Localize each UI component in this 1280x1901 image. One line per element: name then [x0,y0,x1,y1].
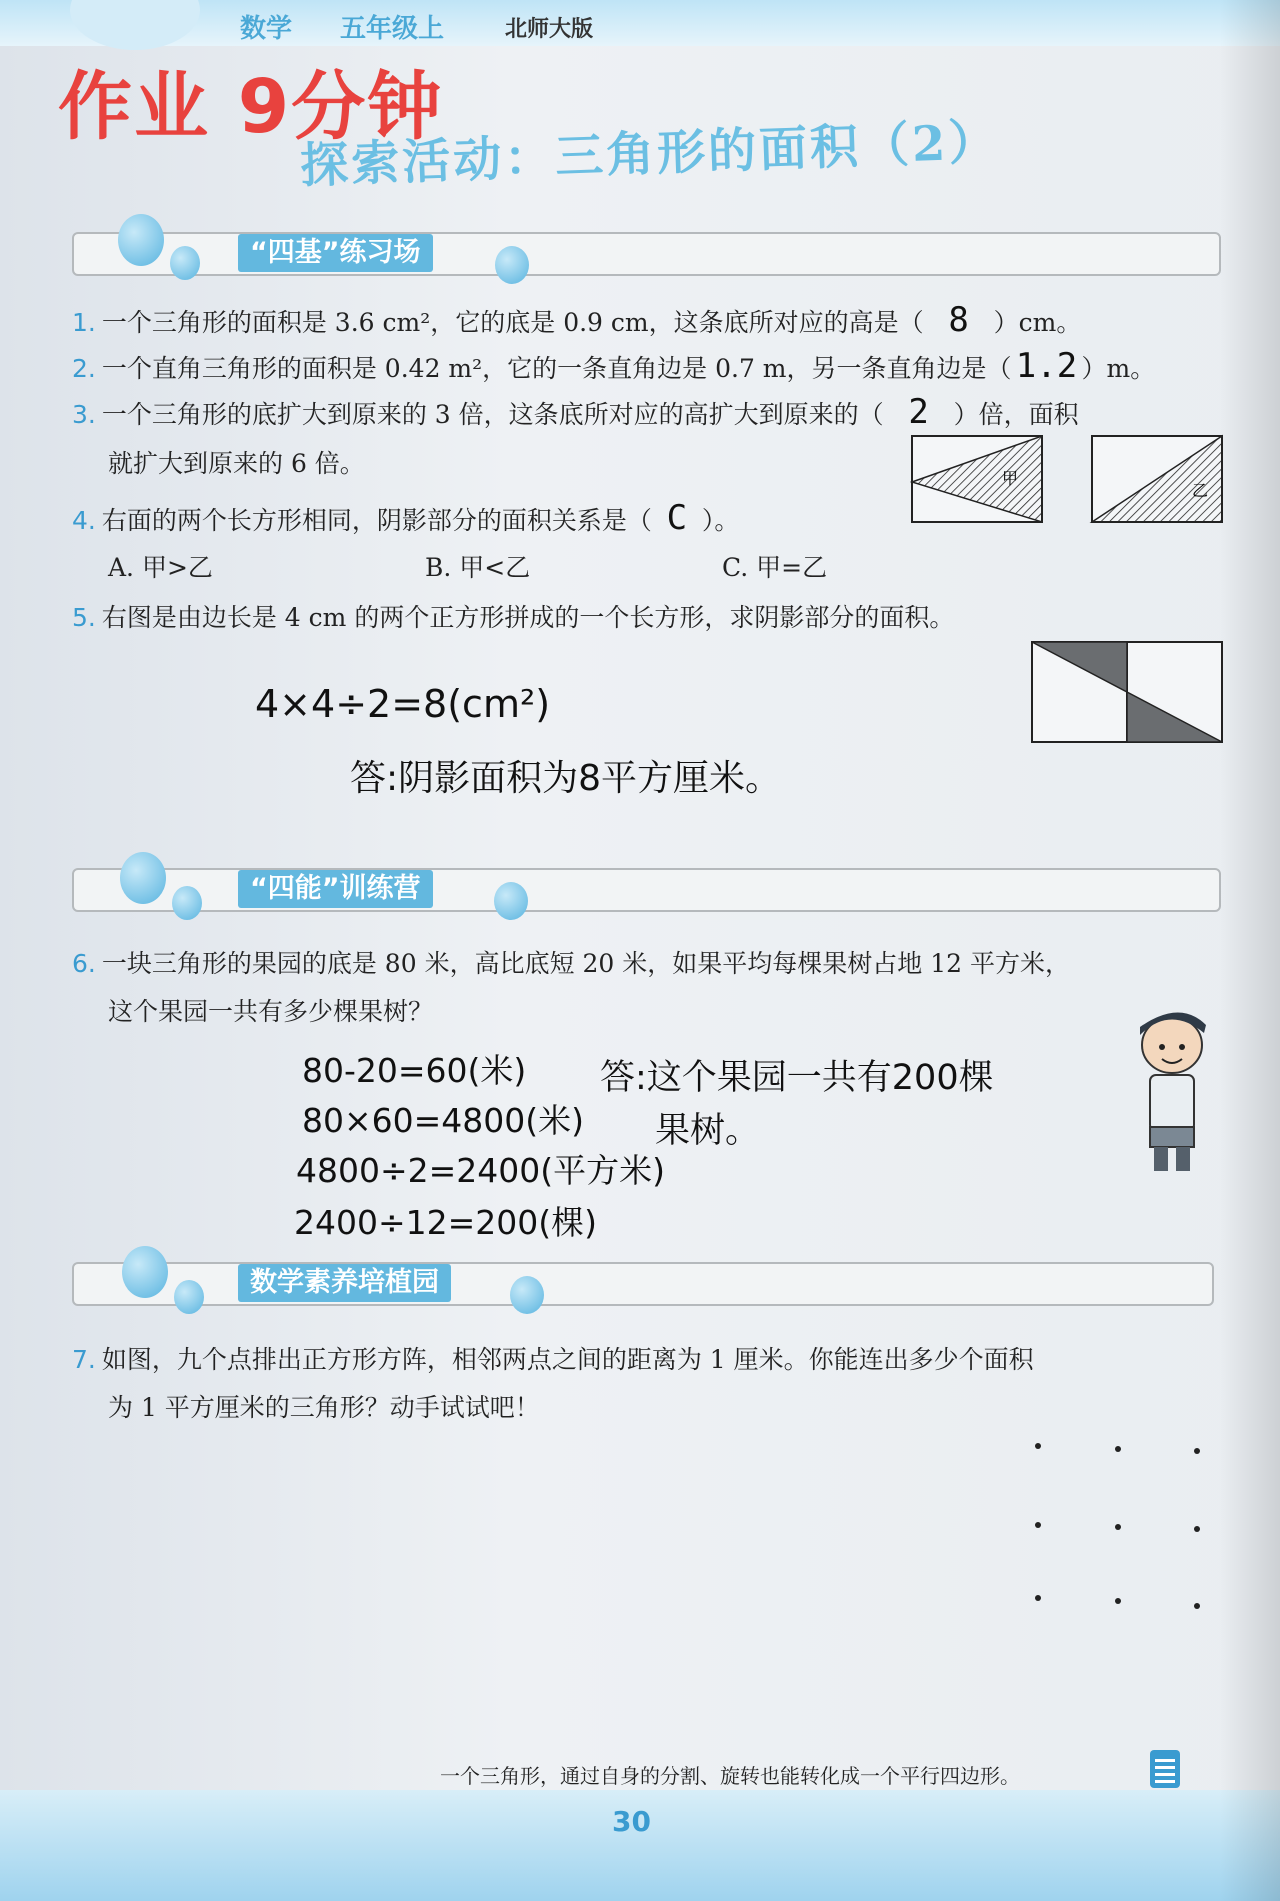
question-text: 一个三角形的底扩大到原来的 3 倍，这条底所对应的高扩大到原来的（ [101,400,884,429]
homework-time-label: 作业 9分钟 [58,64,444,150]
question-text: 右面的两个长方形相同，阴影部分的面积关系是（ [101,506,652,535]
balloon-icon [174,1280,204,1314]
grid-dot [1194,1448,1200,1454]
question-number: 5. [72,603,96,632]
question-6-line2: 这个果园一共有多少棵果树？ [108,997,434,1026]
grid-dot [1115,1446,1121,1452]
balloon-icon [118,214,164,266]
figure-label-jia: 甲 [1002,469,1019,488]
question-text: 一个三角形的面积是 3.6 cm²，它的底是 0.9 cm，这条底所对应的高是（ [101,308,924,337]
question-number: 7. [72,1345,96,1374]
header-grade: 五年级上 [340,14,445,44]
section-title-siji: “四基”练习场 [238,234,433,272]
question-3 [72,394,1079,433]
option-b[interactable]: B. 甲<乙 [425,553,531,582]
header-publisher: 北师大版 [505,17,594,42]
q6-answer-line-2: 果树。 [655,1111,761,1151]
page-number: 30 [612,1805,651,1838]
book-icon [1150,1750,1180,1788]
balloon-icon [495,246,529,284]
q6-answer-line-1: 答:这个果园一共有200棵 [600,1058,994,1098]
question-5 [72,600,954,636]
q5-answer: 答:阴影面积为8平方厘米。 [350,758,782,799]
question-text-end: ）m。 [1081,354,1156,383]
q6-work-line-3: 4800÷2=2400(平方米) [296,1151,666,1190]
grid-dot [1035,1443,1041,1449]
grid-dot [1035,1595,1041,1601]
question-7 [72,1342,1034,1378]
question-7-line2: 为 1 平方厘米的三角形？动手试试吧！ [108,1393,540,1422]
option-a[interactable]: A. 甲>乙 [108,553,213,582]
question-text: 右图是由边长是 4 cm 的两个正方形拼成的一个长方形，求阴影部分的面积。 [101,603,955,632]
question-number: 2. [72,354,96,383]
question-2 [72,348,1155,387]
question-text: 一块三角形的果园的底是 80 米，高比底短 20 米，如果平均每棵果树占地 12 平方米， [101,949,1070,978]
balloon-icon [170,246,200,280]
section-title-suyang: 数学素养培植园 [238,1264,451,1302]
answer-blank[interactable]: 2 [908,392,929,432]
answer-blank[interactable]: 8 [948,300,969,340]
question-number: 1. [72,308,96,337]
q6-work-line-4: 2400÷12=200(棵) [294,1203,598,1242]
question-text: 如图，九个点排出正方形方阵，相邻两点之间的距离为 1 厘米。你能连出多少个面积 [101,1345,1034,1374]
question-4 [72,500,739,539]
question-number: 6. [72,949,96,978]
question-text: 一个直角三角形的面积是 0.42 m²，它的一条直角边是 0.7 m，另一条直角边是（ [101,354,1012,383]
question-3-line2: 就扩大到原来的 6 倍。 [108,449,365,478]
question-text-end: ）cm。 [993,308,1082,337]
section-title-sineng: “四能”训练营 [238,870,433,908]
grid-dot [1035,1522,1041,1528]
grid-dot [1194,1603,1200,1609]
question-number: 3. [72,400,96,429]
question-6 [72,946,1070,982]
question-text-end: ）。 [701,506,740,535]
answer-blank[interactable]: 1.2 [1015,346,1078,386]
balloon-icon [122,1246,168,1298]
header-subject: 数学 [240,14,293,44]
q5-work: 4×4÷2=8(cm²) [255,682,551,726]
top-header-band [0,0,1280,46]
grid-dot [1194,1526,1200,1532]
balloon-icon [172,886,202,920]
answer-blank[interactable]: C [666,498,688,538]
question-1 [72,302,1081,341]
question-4-figures [910,432,1230,532]
question-number: 4. [72,506,96,535]
balloon-icon [510,1276,544,1314]
option-c[interactable]: C. 甲=乙 [722,553,828,582]
footer-tip: 一个三角形，通过自身的分割、旋转也能转化成一个平行四边形。 [440,1764,1020,1788]
q6-work-line-1: 80-20=60(米) [302,1051,527,1090]
grid-dot [1115,1524,1121,1530]
balloon-icon [494,882,528,920]
figure-label-yi: 乙 [1192,481,1209,500]
grid-dot [1115,1598,1121,1604]
q6-work-line-2: 80×60=4800(米) [302,1101,585,1140]
balloon-icon [120,852,166,904]
page-title: 探索活动：三角形的面积（2） [299,113,1001,195]
question-text-end: ）倍，面积 [953,400,1079,429]
cartoon-boy-illustration [1120,1005,1220,1175]
question-5-figure [1030,640,1226,746]
page-edge-shadow [1220,0,1280,1901]
